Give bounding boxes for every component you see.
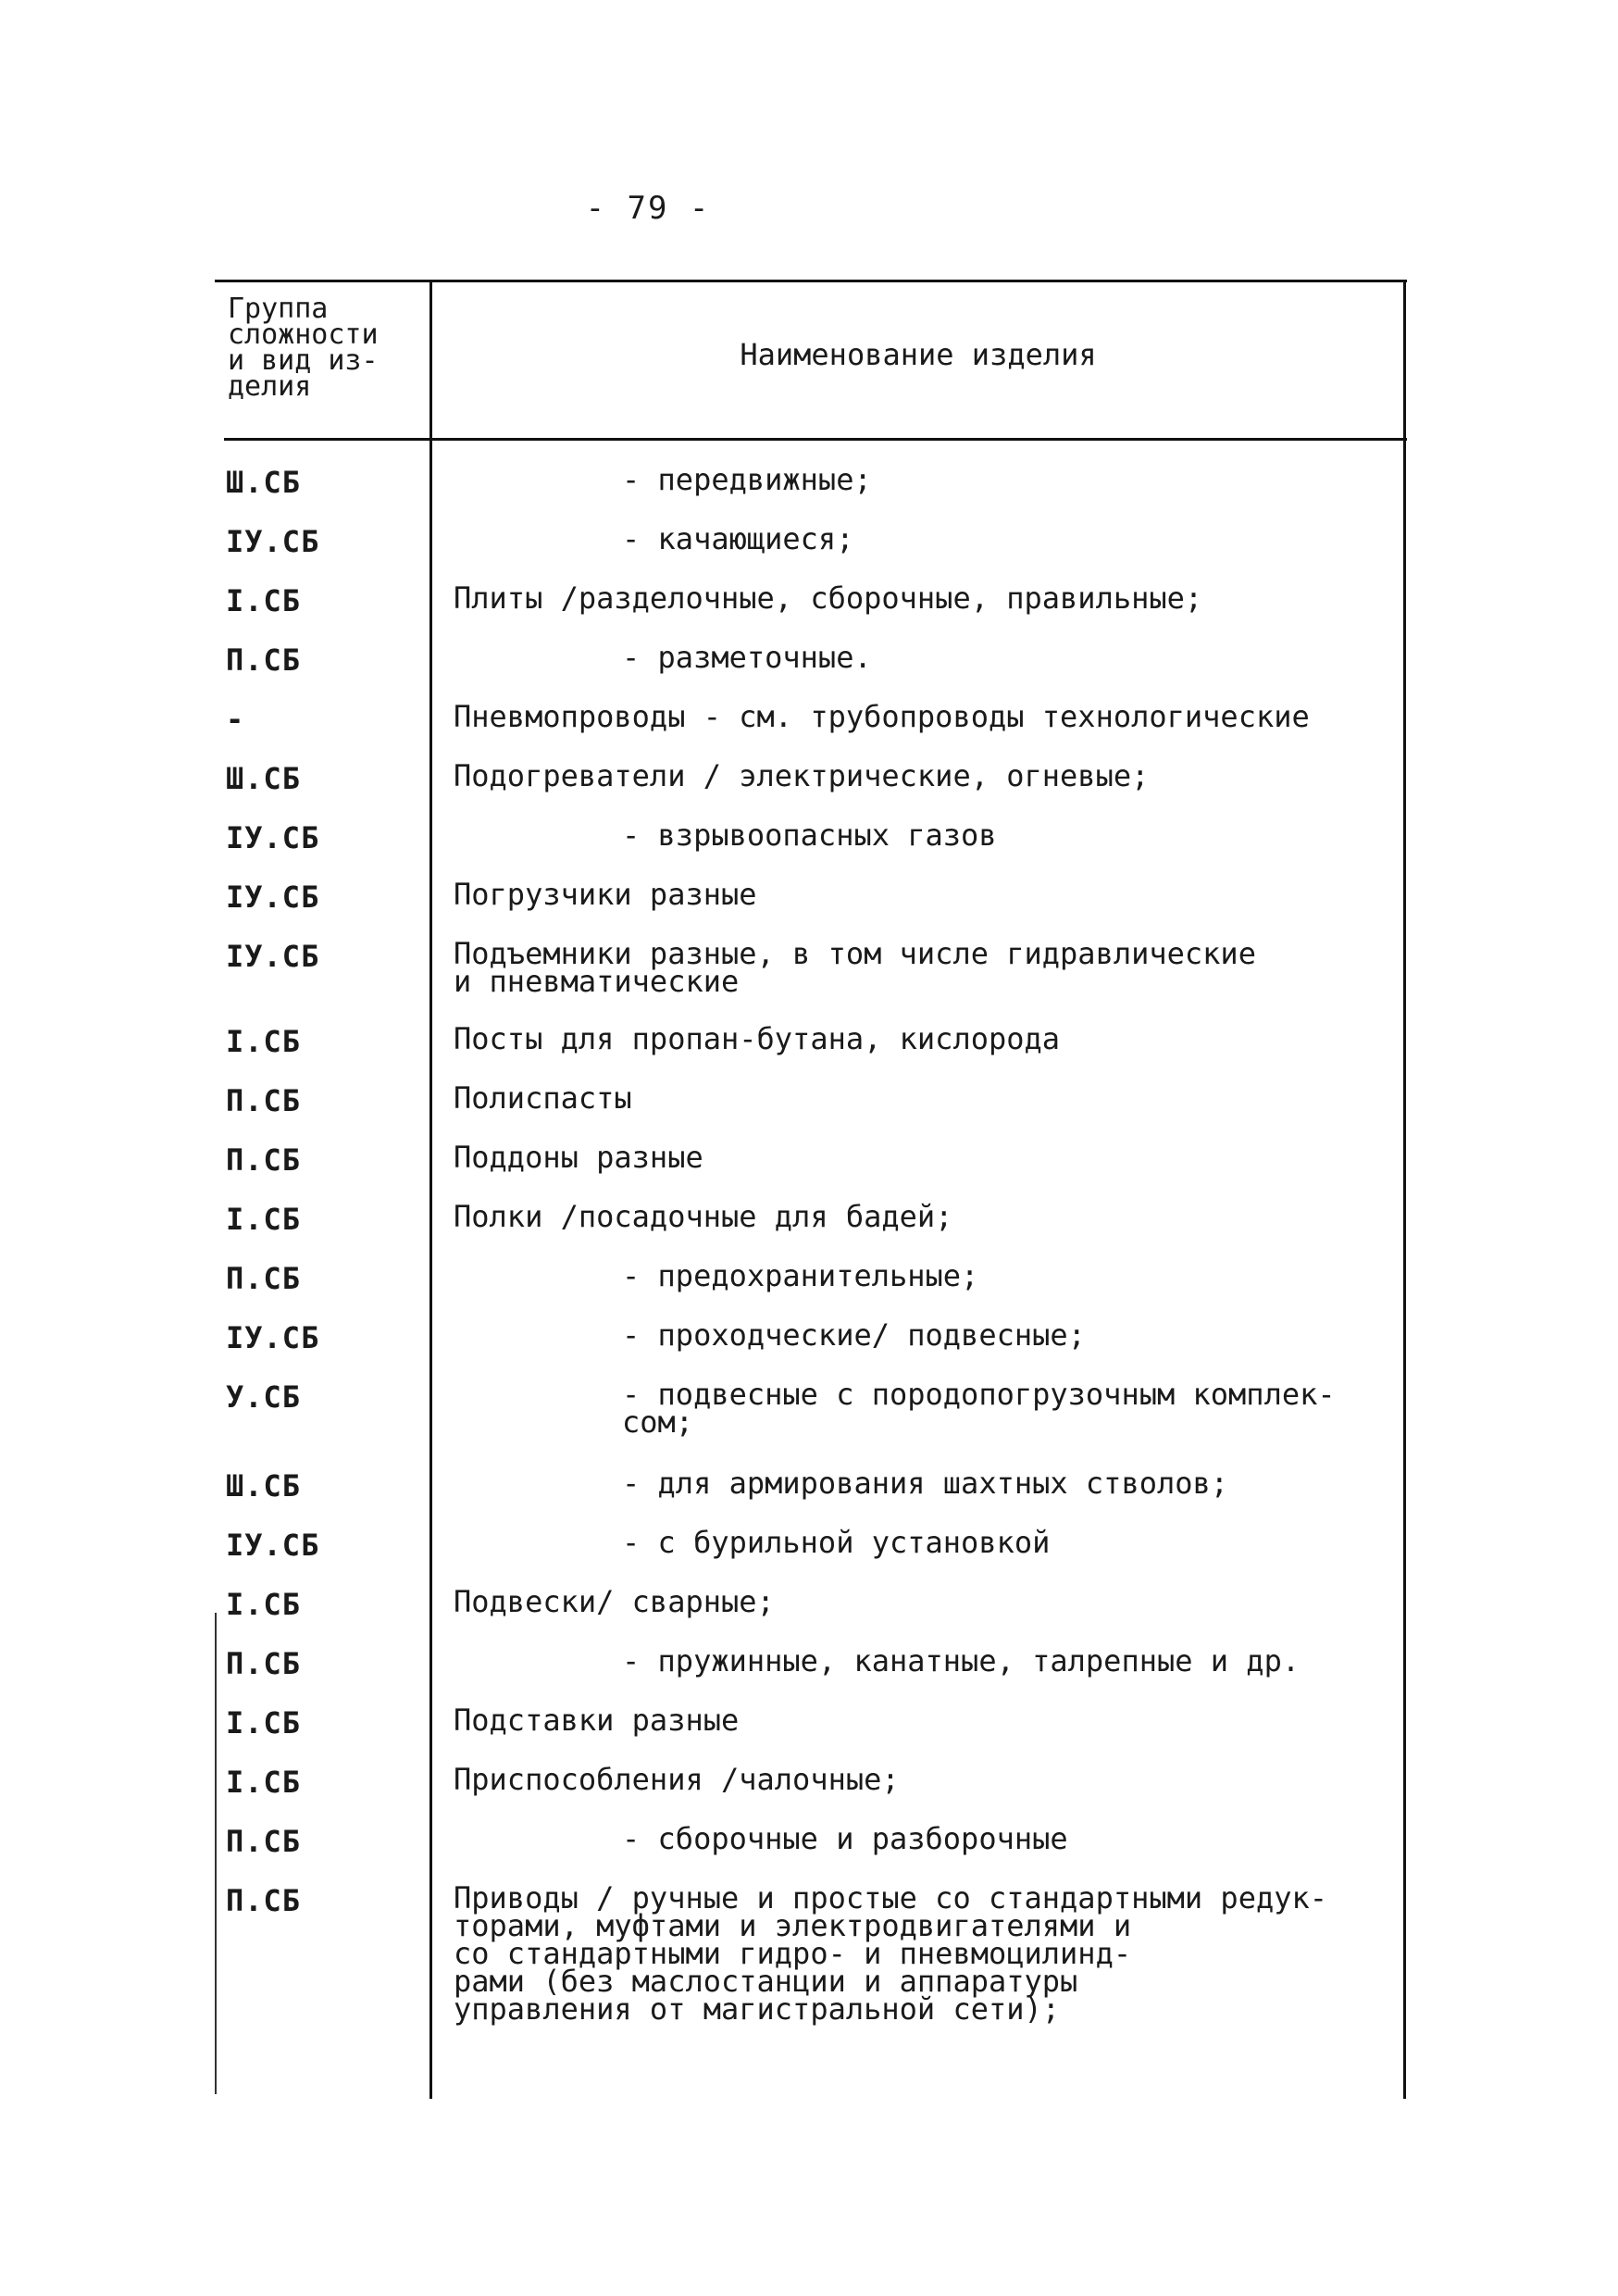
table-row	[215, 936, 1407, 1025]
table-row	[215, 1880, 1407, 2027]
table-row	[215, 640, 1407, 703]
row-name: Полиспасты	[454, 1080, 632, 1116]
row-group: IУ.СБ	[226, 1320, 320, 1355]
row-group: П.СБ	[226, 1824, 302, 1859]
table-row	[215, 1762, 1407, 1825]
page-number: - 79 -	[585, 190, 711, 227]
row-name: - сборочные и разборочные	[622, 1821, 1068, 1856]
table-row	[215, 699, 1407, 762]
row-name: - проходческие/ подвесные;	[622, 1317, 1086, 1353]
row-name: - качающиеся;	[622, 521, 854, 556]
row-group: П.СБ	[226, 1646, 302, 1681]
table-row	[215, 1584, 1407, 1647]
row-group: IУ.СБ	[226, 939, 320, 974]
table-row	[215, 1643, 1407, 1706]
row-group: I.СБ	[226, 1765, 302, 1800]
row-group: I.СБ	[226, 1587, 302, 1622]
table-row	[215, 1021, 1407, 1084]
table-row	[215, 1466, 1407, 1529]
row-group: I.СБ	[226, 1705, 302, 1741]
row-name: Приводы / ручные и простые со стандартными редук- торами, муфтами и электродвигателями и со стандартными гидро- и пневмоцилинд- рами (без маслостанции и аппаратуры управления от магистральной сети);	[454, 1880, 1328, 2027]
row-group: П.СБ	[226, 1883, 302, 1918]
row-name: - разметочные.	[622, 640, 872, 675]
table-row	[215, 462, 1407, 525]
row-name: Пневмопроводы - см. трубопроводы технологические	[454, 699, 1310, 734]
table-row	[215, 1525, 1407, 1588]
table-row	[215, 1140, 1407, 1203]
row-name: Погрузчики разные	[454, 877, 757, 912]
row-group: I.СБ	[226, 583, 302, 618]
table-row	[215, 1821, 1407, 1884]
row-name: - с бурильной установкой	[622, 1525, 1051, 1560]
product-table	[215, 280, 1407, 2103]
row-name: Подставки разные	[454, 1703, 740, 1738]
row-name: Подвески/ сварные;	[454, 1584, 775, 1619]
row-group: П.СБ	[226, 1083, 302, 1118]
row-group: Ш.СБ	[226, 1468, 302, 1504]
table-body	[215, 462, 1407, 2027]
row-name: Поддоны разные	[454, 1140, 703, 1175]
table-header-rule	[224, 438, 1407, 441]
row-group: -	[226, 702, 245, 737]
row-group: П.СБ	[226, 1261, 302, 1296]
table-top-rule	[215, 280, 1407, 282]
row-name: - для армирования шахтных стволов;	[622, 1466, 1229, 1501]
row-name: Подогреватели / электрические, огневые;	[454, 758, 1150, 793]
table-row	[215, 521, 1407, 584]
row-group: IУ.СБ	[226, 820, 320, 855]
table-row	[215, 877, 1407, 940]
table-row	[215, 1258, 1407, 1321]
row-name: - подвесные с породопогрузочным комплек- сом;	[622, 1377, 1336, 1440]
table-row	[215, 1199, 1407, 1262]
row-group: П.СБ	[226, 1142, 302, 1178]
row-name: - пружинные, канатные, талрепные и др.	[622, 1643, 1301, 1678]
row-group: I.СБ	[226, 1024, 302, 1059]
row-name: Посты для пропан-бутана, кислорода	[454, 1021, 1061, 1056]
row-group: IУ.СБ	[226, 880, 320, 915]
table-row	[215, 580, 1407, 643]
row-name: Полки /посадочные для бадей;	[454, 1199, 953, 1234]
header-name-column: Наименование изделия	[740, 337, 1097, 372]
row-name: - передвижные;	[622, 462, 872, 497]
row-name: - предохранительные;	[622, 1258, 979, 1293]
table-row	[215, 817, 1407, 880]
row-group: У.СБ	[226, 1379, 302, 1415]
row-group: I.СБ	[226, 1202, 302, 1237]
table-row	[215, 1703, 1407, 1766]
row-name: Подъемники разные, в том числе гидравлические и пневматические	[454, 936, 1256, 999]
row-group: IУ.СБ	[226, 524, 320, 559]
table-row	[215, 1080, 1407, 1143]
row-name: - взрывоопасных газов	[622, 817, 997, 853]
table-row	[215, 1317, 1407, 1380]
row-group: Ш.СБ	[226, 761, 302, 796]
table-row	[215, 758, 1407, 821]
row-name: Плиты /разделочные, сборочные, правильные;	[454, 580, 1203, 616]
header-group-column: Группа сложности и вид из- делия	[228, 293, 379, 403]
row-group: П.СБ	[226, 643, 302, 678]
table-row	[215, 1377, 1407, 1469]
row-name: Приспособления /чалочные;	[454, 1762, 900, 1797]
row-group: Ш.СБ	[226, 465, 302, 500]
row-group: IУ.СБ	[226, 1528, 320, 1563]
